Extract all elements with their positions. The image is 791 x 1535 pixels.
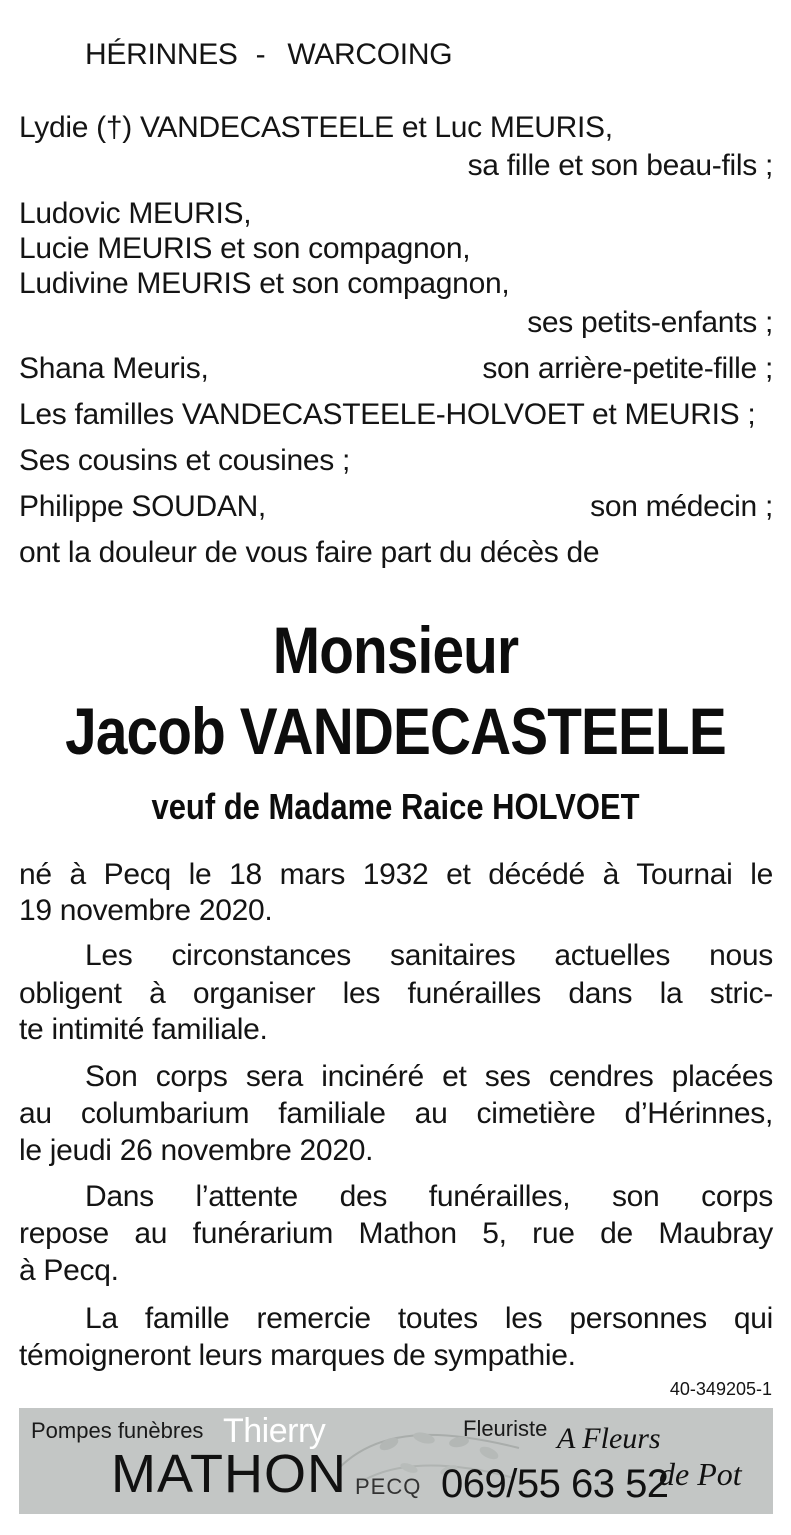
doctor-name: Philippe SOUDAN, [19,490,266,523]
funerarium-line-1: Dans l’attente des funérailles, son corps [85,1180,773,1213]
circumstances-line-1: Les circonstances sanitaires actuelles nous [85,939,773,972]
thierry-label: Thierry [223,1412,326,1450]
great-grandchild-name: Shana Meuris, [19,352,209,385]
doctor-role: son médecin ; [590,490,773,523]
cremation-line-1: Son corps sera incinéré et ses cendres placées [85,1060,773,1093]
thanks-line-2: témoigneront leurs marques de sympathie. [19,1339,576,1372]
announcement-intro: ont la douleur de vous faire part du décès de [19,536,600,569]
birth-death-line-1: né à Pecq le 18 mars 1932 et décédé à Tournai le [19,858,773,891]
grandchild-3: Ludivine MEURIS et son compagnon, [19,267,510,300]
locality-herinnes: HÉRINNES [85,38,238,71]
deceased-name: Jacob VANDECASTEELE [65,694,726,768]
pecq-label: PECQ [355,1474,422,1499]
cousins-line: Ses cousins et cousines ; [19,444,351,477]
de-pot-logo: de Pot [659,1456,742,1492]
locality-header [85,36,452,74]
family-daughter: Lydie (†) VANDECASTEELE et Luc MEURIS, [19,111,613,144]
cremation-line-2: au columbarium familiale au cimetière d’Hérinnes, [19,1097,773,1130]
funerarium-line-3: à Pecq. [19,1254,119,1287]
grandchild-2: Lucie MEURIS et son compagnon, [19,232,471,265]
deceased-title: Monsieur [272,613,519,687]
mathon-logo-text: MATHON [111,1444,347,1504]
birth-death-line-2: 19 novembre 2020. [19,894,273,927]
reference-number: 40-349205-1 [669,1379,772,1399]
locality-separator: - [255,38,266,71]
doctor-line [19,488,773,526]
thanks-line-1: La famille remercie toutes les personnes qui [85,1302,773,1335]
circumstances-line-3: te intimité familiale. [19,1013,268,1046]
cremation-line-3: le jeudi 26 novembre 2020. [19,1134,374,1167]
fleuriste-label: Fleuriste [463,1416,548,1441]
great-grandchild-role: son arrière-petite-fille ; [482,352,773,385]
grandchildren-role: ses petits-enfants ; [527,306,773,339]
funerarium-line-2: repose au funérarium Mathon 5, rue de Maubray [19,1217,773,1250]
widow-of: veuf de Madame Raice HOLVOET [151,786,640,827]
circumstances-line-2: obligent à organiser les funérailles dans la stric- [19,977,773,1010]
a-fleurs-logo: A Fleurs [557,1422,661,1455]
families-line: Les familles VANDECASTEELE-HOLVOET et MEURIS ; [19,398,756,431]
pompes-funebres-label: Pompes funèbres [31,1418,204,1443]
phone-number: 069/55 63 52 [441,1462,669,1506]
great-grandchild [19,350,773,388]
funeral-home-banner [19,1408,773,1514]
grandchild-1: Ludovic MEURIS, [19,197,252,230]
locality-warcoing: WARCOING [287,38,453,71]
family-daughter-role: sa fille et son beau-fils ; [467,149,773,182]
